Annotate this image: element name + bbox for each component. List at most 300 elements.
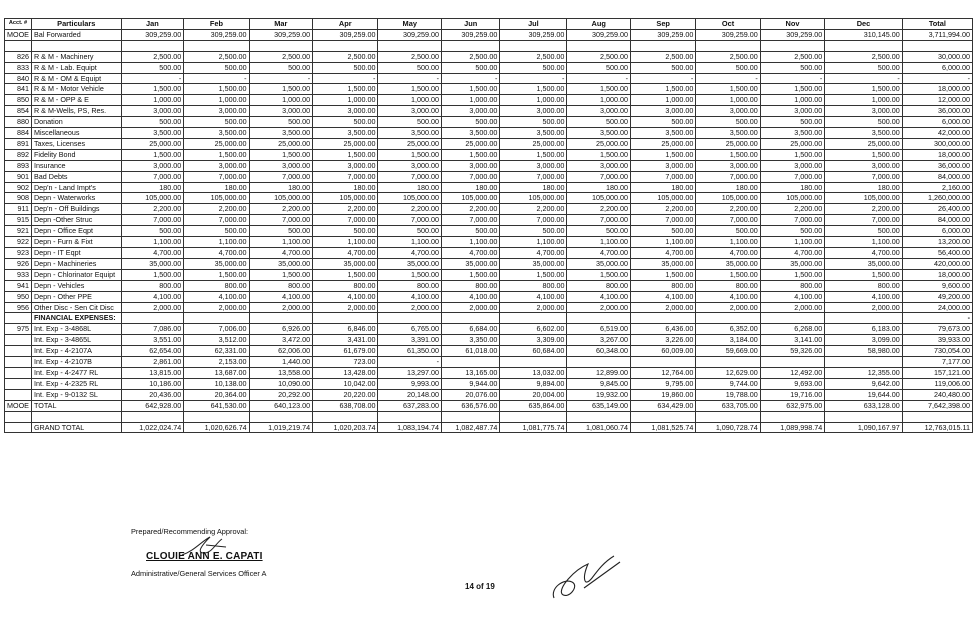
month-value-cell: 2,200.00: [442, 204, 500, 215]
month-value-cell: 1,500.00: [121, 84, 184, 95]
particulars-cell: Bad Debts: [31, 171, 121, 182]
month-value-cell: [442, 313, 500, 324]
row-total-cell: 84,000.00: [902, 171, 972, 182]
header-month: Apr: [313, 19, 378, 30]
month-value-cell: 6,519.00: [567, 324, 631, 335]
month-value-cell: 2,500.00: [378, 51, 442, 62]
acct-cell: 922: [5, 237, 32, 248]
month-value-cell: 3,226.00: [631, 335, 696, 346]
table-row: [5, 248, 973, 259]
empty-cell: [249, 411, 313, 422]
month-value-cell: 7,000.00: [184, 171, 249, 182]
month-value-cell: 1,500.00: [249, 149, 313, 160]
month-value-cell: -: [121, 73, 184, 84]
acct-cell: 923: [5, 248, 32, 259]
month-value-cell: 4,700.00: [121, 248, 184, 259]
month-value-cell: 500.00: [631, 226, 696, 237]
acct-cell: 921: [5, 226, 32, 237]
month-value-cell: 19,860.00: [631, 389, 696, 400]
empty-cell: [825, 40, 903, 51]
month-value-cell: 800.00: [696, 280, 760, 291]
month-value-cell: 500.00: [825, 226, 903, 237]
table-row: [5, 291, 973, 302]
header-acct: Acct. #: [5, 19, 32, 30]
month-value-cell: 4,700.00: [313, 248, 378, 259]
month-value-cell: 1,500.00: [378, 84, 442, 95]
particulars-cell: Taxes, Licenses: [31, 138, 121, 149]
table-row: [5, 269, 973, 280]
particulars-cell: GRAND TOTAL: [31, 422, 121, 433]
month-value-cell: 7,000.00: [442, 215, 500, 226]
month-value-cell: 6,765.00: [378, 324, 442, 335]
row-total-cell: 18,000.00: [902, 84, 972, 95]
month-value-cell: 3,500.00: [500, 128, 567, 139]
acct-cell: 854: [5, 106, 32, 117]
month-value-cell: 1,500.00: [313, 269, 378, 280]
row-total-cell: 24,000.00: [902, 302, 972, 313]
acct-cell: [5, 422, 32, 433]
month-value-cell: 800.00: [121, 280, 184, 291]
month-value-cell: 105,000.00: [631, 193, 696, 204]
month-value-cell: 7,000.00: [825, 215, 903, 226]
month-value-cell: 1,500.00: [631, 269, 696, 280]
month-value-cell: 2,500.00: [184, 51, 249, 62]
table-row: [5, 51, 973, 62]
acct-cell: [5, 378, 32, 389]
month-value-cell: 1,500.00: [760, 149, 824, 160]
month-value-cell: 1,500.00: [567, 269, 631, 280]
month-value-cell: 20,436.00: [121, 389, 184, 400]
acct-cell: 891: [5, 138, 32, 149]
acct-cell: MOOE: [5, 29, 32, 40]
month-value-cell: 1,500.00: [313, 84, 378, 95]
month-value-cell: 309,259.00: [378, 29, 442, 40]
month-value-cell: 7,000.00: [760, 171, 824, 182]
month-value-cell: 25,000.00: [249, 138, 313, 149]
month-value-cell: 800.00: [825, 280, 903, 291]
month-value-cell: 25,000.00: [696, 138, 760, 149]
particulars-cell: Fidelity Bond: [31, 149, 121, 160]
particulars-cell: Depn - Vehicles: [31, 280, 121, 291]
month-value-cell: 500.00: [313, 117, 378, 128]
month-value-cell: 9,944.00: [442, 378, 500, 389]
month-value-cell: 61,018.00: [442, 346, 500, 357]
month-value-cell: 635,149.00: [567, 400, 631, 411]
table-row: [5, 84, 973, 95]
month-value-cell: 4,700.00: [696, 248, 760, 259]
month-value-cell: 309,259.00: [121, 29, 184, 40]
table-row: [5, 258, 973, 269]
month-value-cell: 12,355.00: [825, 367, 903, 378]
particulars-cell: FINANCIAL EXPENSES:: [31, 313, 121, 324]
month-value-cell: [121, 313, 184, 324]
table-row: [5, 95, 973, 106]
month-value-cell: 1,500.00: [184, 149, 249, 160]
month-value-cell: [825, 357, 903, 368]
header-month: May: [378, 19, 442, 30]
month-value-cell: 7,000.00: [378, 171, 442, 182]
month-value-cell: 3,500.00: [378, 128, 442, 139]
empty-cell: [631, 40, 696, 51]
month-value-cell: 3,000.00: [825, 106, 903, 117]
month-value-cell: 7,000.00: [567, 215, 631, 226]
empty-cell: [378, 411, 442, 422]
acct-cell: 915: [5, 215, 32, 226]
month-value-cell: 637,283.00: [378, 400, 442, 411]
empty-cell: [500, 40, 567, 51]
month-value-cell: 1,500.00: [696, 84, 760, 95]
row-total-cell: 7,177.00: [902, 357, 972, 368]
month-value-cell: 1,081,525.74: [631, 422, 696, 433]
month-value-cell: 2,200.00: [500, 204, 567, 215]
month-value-cell: 4,100.00: [500, 291, 567, 302]
month-value-cell: 6,846.00: [313, 324, 378, 335]
month-value-cell: 1,100.00: [378, 237, 442, 248]
row-total-cell: 12,000.00: [902, 95, 972, 106]
month-value-cell: 2,200.00: [760, 204, 824, 215]
empty-cell: [31, 40, 121, 51]
month-value-cell: 12,764.00: [631, 367, 696, 378]
empty-cell: [567, 411, 631, 422]
table-row: [5, 171, 973, 182]
month-value-cell: 9,993.00: [378, 378, 442, 389]
row-total-cell: 9,600.00: [902, 280, 972, 291]
month-value-cell: 3,000.00: [442, 160, 500, 171]
month-value-cell: 800.00: [313, 280, 378, 291]
month-value-cell: 105,000.00: [121, 193, 184, 204]
month-value-cell: 62,331.00: [184, 346, 249, 357]
month-value-cell: 500.00: [500, 226, 567, 237]
month-value-cell: 1,500.00: [500, 84, 567, 95]
month-value-cell: 500.00: [567, 226, 631, 237]
month-value-cell: 500.00: [500, 117, 567, 128]
month-value-cell: 25,000.00: [500, 138, 567, 149]
table-row: [5, 106, 973, 117]
month-value-cell: 2,153.00: [184, 357, 249, 368]
table-row: [5, 62, 973, 73]
month-value-cell: 3,141.00: [760, 335, 824, 346]
month-value-cell: 2,200.00: [567, 204, 631, 215]
particulars-cell: Int. Exp - 9-0132 SL: [31, 389, 121, 400]
month-value-cell: 636,576.00: [442, 400, 500, 411]
month-value-cell: 3,267.00: [567, 335, 631, 346]
prepared-label: Prepared/Recommending Approval:: [131, 527, 249, 536]
month-value-cell: 3,000.00: [313, 106, 378, 117]
month-value-cell: 309,259.00: [313, 29, 378, 40]
month-value-cell: 7,000.00: [631, 215, 696, 226]
month-value-cell: 4,700.00: [378, 248, 442, 259]
row-total-cell: 39,933.00: [902, 335, 972, 346]
month-value-cell: 1,081,775.74: [500, 422, 567, 433]
month-value-cell: 105,000.00: [567, 193, 631, 204]
row-total-cell: 1,260,000.00: [902, 193, 972, 204]
month-value-cell: 180.00: [825, 182, 903, 193]
month-value-cell: 633,128.00: [825, 400, 903, 411]
month-value-cell: 1,500.00: [378, 149, 442, 160]
month-value-cell: 61,350.00: [378, 346, 442, 357]
month-value-cell: 1,022,024.74: [121, 422, 184, 433]
month-value-cell: 3,000.00: [567, 106, 631, 117]
month-value-cell: 3,000.00: [631, 160, 696, 171]
particulars-cell: Depn - Office Eqpt: [31, 226, 121, 237]
month-value-cell: -: [184, 73, 249, 84]
month-value-cell: 3,500.00: [696, 128, 760, 139]
month-value-cell: 35,000.00: [631, 258, 696, 269]
month-value-cell: 3,184.00: [696, 335, 760, 346]
month-value-cell: 4,700.00: [567, 248, 631, 259]
month-value-cell: 1,000.00: [249, 95, 313, 106]
month-value-cell: 500.00: [249, 62, 313, 73]
row-total-cell: 300,000.00: [902, 138, 972, 149]
acct-cell: 926: [5, 258, 32, 269]
month-value-cell: 500.00: [378, 117, 442, 128]
month-value-cell: 9,642.00: [825, 378, 903, 389]
empty-cell: [567, 40, 631, 51]
month-value-cell: 7,000.00: [184, 215, 249, 226]
month-value-cell: 1,500.00: [631, 84, 696, 95]
month-value-cell: 25,000.00: [184, 138, 249, 149]
month-value-cell: 3,500.00: [825, 128, 903, 139]
month-value-cell: 60,684.00: [500, 346, 567, 357]
table-row: [5, 422, 973, 433]
table-row: [5, 73, 973, 84]
month-value-cell: 3,000.00: [760, 160, 824, 171]
month-value-cell: 2,000.00: [121, 302, 184, 313]
month-value-cell: 1,020,626.74: [184, 422, 249, 433]
acct-cell: 850: [5, 95, 32, 106]
month-value-cell: 3,099.00: [825, 335, 903, 346]
month-value-cell: 500.00: [500, 62, 567, 73]
month-value-cell: 3,000.00: [825, 160, 903, 171]
header-row: [5, 19, 973, 30]
month-value-cell: 4,700.00: [500, 248, 567, 259]
month-value-cell: 19,644.00: [825, 389, 903, 400]
row-total-cell: 84,000.00: [902, 215, 972, 226]
table-row: [5, 400, 973, 411]
month-value-cell: [696, 357, 760, 368]
month-value-cell: 309,259.00: [442, 29, 500, 40]
month-value-cell: 1,500.00: [500, 269, 567, 280]
month-value-cell: 500.00: [696, 117, 760, 128]
month-value-cell: 1,090,728.74: [696, 422, 760, 433]
approver-signature: [544, 548, 634, 610]
month-value-cell: -: [313, 73, 378, 84]
empty-cell: [631, 411, 696, 422]
month-value-cell: 3,000.00: [249, 106, 313, 117]
month-value-cell: 1,500.00: [121, 149, 184, 160]
row-total-cell: 18,000.00: [902, 149, 972, 160]
month-value-cell: 4,100.00: [121, 291, 184, 302]
row-total-cell: 420,000.00: [902, 258, 972, 269]
header-month: Jun: [442, 19, 500, 30]
acct-cell: 975: [5, 324, 32, 335]
month-value-cell: -: [500, 73, 567, 84]
empty-cell: [121, 40, 184, 51]
month-value-cell: 2,200.00: [631, 204, 696, 215]
acct-cell: [5, 313, 32, 324]
month-value-cell: 2,861.00: [121, 357, 184, 368]
month-value-cell: 60,348.00: [567, 346, 631, 357]
month-value-cell: 12,899.00: [567, 367, 631, 378]
month-value-cell: 7,000.00: [313, 215, 378, 226]
month-value-cell: 25,000.00: [567, 138, 631, 149]
month-value-cell: 105,000.00: [696, 193, 760, 204]
particulars-cell: R & M - Motor Vehicle: [31, 84, 121, 95]
month-value-cell: 1,500.00: [249, 84, 313, 95]
month-value-cell: 800.00: [567, 280, 631, 291]
particulars-cell: Dep'n - Off Buildings: [31, 204, 121, 215]
row-total-cell: 6,000.00: [902, 62, 972, 73]
month-value-cell: 7,000.00: [696, 171, 760, 182]
month-value-cell: 25,000.00: [313, 138, 378, 149]
month-value-cell: 500.00: [696, 226, 760, 237]
particulars-cell: Int. Exp - 4-2325 RL: [31, 378, 121, 389]
month-value-cell: 500.00: [184, 226, 249, 237]
month-value-cell: 35,000.00: [567, 258, 631, 269]
month-value-cell: 1,000.00: [696, 95, 760, 106]
month-value-cell: 4,700.00: [631, 248, 696, 259]
month-value-cell: 642,928.00: [121, 400, 184, 411]
particulars-cell: Depn - Other PPE: [31, 291, 121, 302]
row-total-cell: 3,711,994.00: [902, 29, 972, 40]
month-value-cell: 13,428.00: [313, 367, 378, 378]
month-value-cell: 3,000.00: [249, 160, 313, 171]
month-value-cell: 500.00: [760, 226, 824, 237]
month-value-cell: 6,684.00: [442, 324, 500, 335]
month-value-cell: 25,000.00: [442, 138, 500, 149]
row-total-cell: 42,000.00: [902, 128, 972, 139]
acct-cell: 893: [5, 160, 32, 171]
month-value-cell: 1,000.00: [825, 95, 903, 106]
month-value-cell: 641,530.00: [184, 400, 249, 411]
month-value-cell: 3,000.00: [442, 106, 500, 117]
month-value-cell: 1,089,998.74: [760, 422, 824, 433]
month-value-cell: 500.00: [567, 117, 631, 128]
particulars-cell: R & M - Machinery: [31, 51, 121, 62]
month-value-cell: 25,000.00: [121, 138, 184, 149]
month-value-cell: 7,000.00: [760, 215, 824, 226]
month-value-cell: 1,090,167.97: [825, 422, 903, 433]
month-value-cell: 105,000.00: [760, 193, 824, 204]
month-value-cell: 3,000.00: [313, 160, 378, 171]
row-total-cell: 26,400.00: [902, 204, 972, 215]
month-value-cell: 3,500.00: [760, 128, 824, 139]
header-total: Total: [902, 19, 972, 30]
month-value-cell: 19,716.00: [760, 389, 824, 400]
month-value-cell: 800.00: [378, 280, 442, 291]
month-value-cell: 105,000.00: [825, 193, 903, 204]
month-value-cell: 3,551.00: [121, 335, 184, 346]
month-value-cell: 7,000.00: [500, 215, 567, 226]
month-value-cell: 1,020,203.74: [313, 422, 378, 433]
month-value-cell: 7,000.00: [825, 171, 903, 182]
month-value-cell: -: [249, 73, 313, 84]
month-value-cell: 500.00: [631, 62, 696, 73]
month-value-cell: -: [378, 357, 442, 368]
month-value-cell: 1,100.00: [631, 237, 696, 248]
month-value-cell: [760, 357, 824, 368]
particulars-cell: Depn -Other Struc: [31, 215, 121, 226]
particulars-cell: R & M - Lab. Equipt: [31, 62, 121, 73]
month-value-cell: 180.00: [249, 182, 313, 193]
month-value-cell: 2,500.00: [442, 51, 500, 62]
acct-cell: 911: [5, 204, 32, 215]
month-value-cell: 1,500.00: [442, 84, 500, 95]
month-value-cell: 13,815.00: [121, 367, 184, 378]
particulars-cell: Int. Exp - 3-4868L: [31, 324, 121, 335]
month-value-cell: 1,000.00: [500, 95, 567, 106]
month-value-cell: 10,138.00: [184, 378, 249, 389]
month-value-cell: 62,654.00: [121, 346, 184, 357]
empty-cell: [696, 411, 760, 422]
blank-row: [5, 40, 973, 51]
month-value-cell: -: [696, 73, 760, 84]
month-value-cell: 3,512.00: [184, 335, 249, 346]
initials-signature: [176, 531, 236, 561]
month-value-cell: 13,687.00: [184, 367, 249, 378]
month-value-cell: 105,000.00: [313, 193, 378, 204]
month-value-cell: 7,000.00: [121, 215, 184, 226]
acct-cell: [5, 335, 32, 346]
acct-cell: [5, 389, 32, 400]
month-value-cell: 2,000.00: [184, 302, 249, 313]
month-value-cell: 25,000.00: [378, 138, 442, 149]
month-value-cell: 500.00: [121, 117, 184, 128]
month-value-cell: 2,200.00: [696, 204, 760, 215]
month-value-cell: 35,000.00: [378, 258, 442, 269]
month-value-cell: 1,500.00: [825, 269, 903, 280]
month-value-cell: 7,000.00: [249, 215, 313, 226]
budget-sheet: [4, 18, 973, 433]
month-value-cell: 9,795.00: [631, 378, 696, 389]
month-value-cell: 3,391.00: [378, 335, 442, 346]
month-value-cell: -: [825, 73, 903, 84]
month-value-cell: 180.00: [378, 182, 442, 193]
header-month: Mar: [249, 19, 313, 30]
acct-cell: 880: [5, 117, 32, 128]
row-total-cell: 730,054.00: [902, 346, 972, 357]
row-total-cell: 2,160.00: [902, 182, 972, 193]
month-value-cell: 2,500.00: [825, 51, 903, 62]
month-value-cell: 7,000.00: [631, 171, 696, 182]
month-value-cell: 105,000.00: [442, 193, 500, 204]
table-row: [5, 357, 973, 368]
month-value-cell: 2,500.00: [631, 51, 696, 62]
month-value-cell: 1,500.00: [825, 84, 903, 95]
month-value-cell: 2,000.00: [631, 302, 696, 313]
month-value-cell: 500.00: [121, 62, 184, 73]
month-value-cell: 500.00: [442, 226, 500, 237]
particulars-cell: Int. Exp - 4-2477 RL: [31, 367, 121, 378]
month-value-cell: [567, 357, 631, 368]
empty-cell: [696, 40, 760, 51]
empty-cell: [442, 40, 500, 51]
month-value-cell: 180.00: [442, 182, 500, 193]
month-value-cell: 723.00: [313, 357, 378, 368]
month-value-cell: 1,100.00: [121, 237, 184, 248]
month-value-cell: 3,472.00: [249, 335, 313, 346]
month-value-cell: 634,429.00: [631, 400, 696, 411]
table-row: [5, 346, 973, 357]
acct-cell: 892: [5, 149, 32, 160]
month-value-cell: 2,200.00: [378, 204, 442, 215]
month-value-cell: 20,292.00: [249, 389, 313, 400]
month-value-cell: 500.00: [825, 117, 903, 128]
month-value-cell: 105,000.00: [184, 193, 249, 204]
month-value-cell: 25,000.00: [631, 138, 696, 149]
empty-cell: [313, 40, 378, 51]
month-value-cell: 180.00: [313, 182, 378, 193]
